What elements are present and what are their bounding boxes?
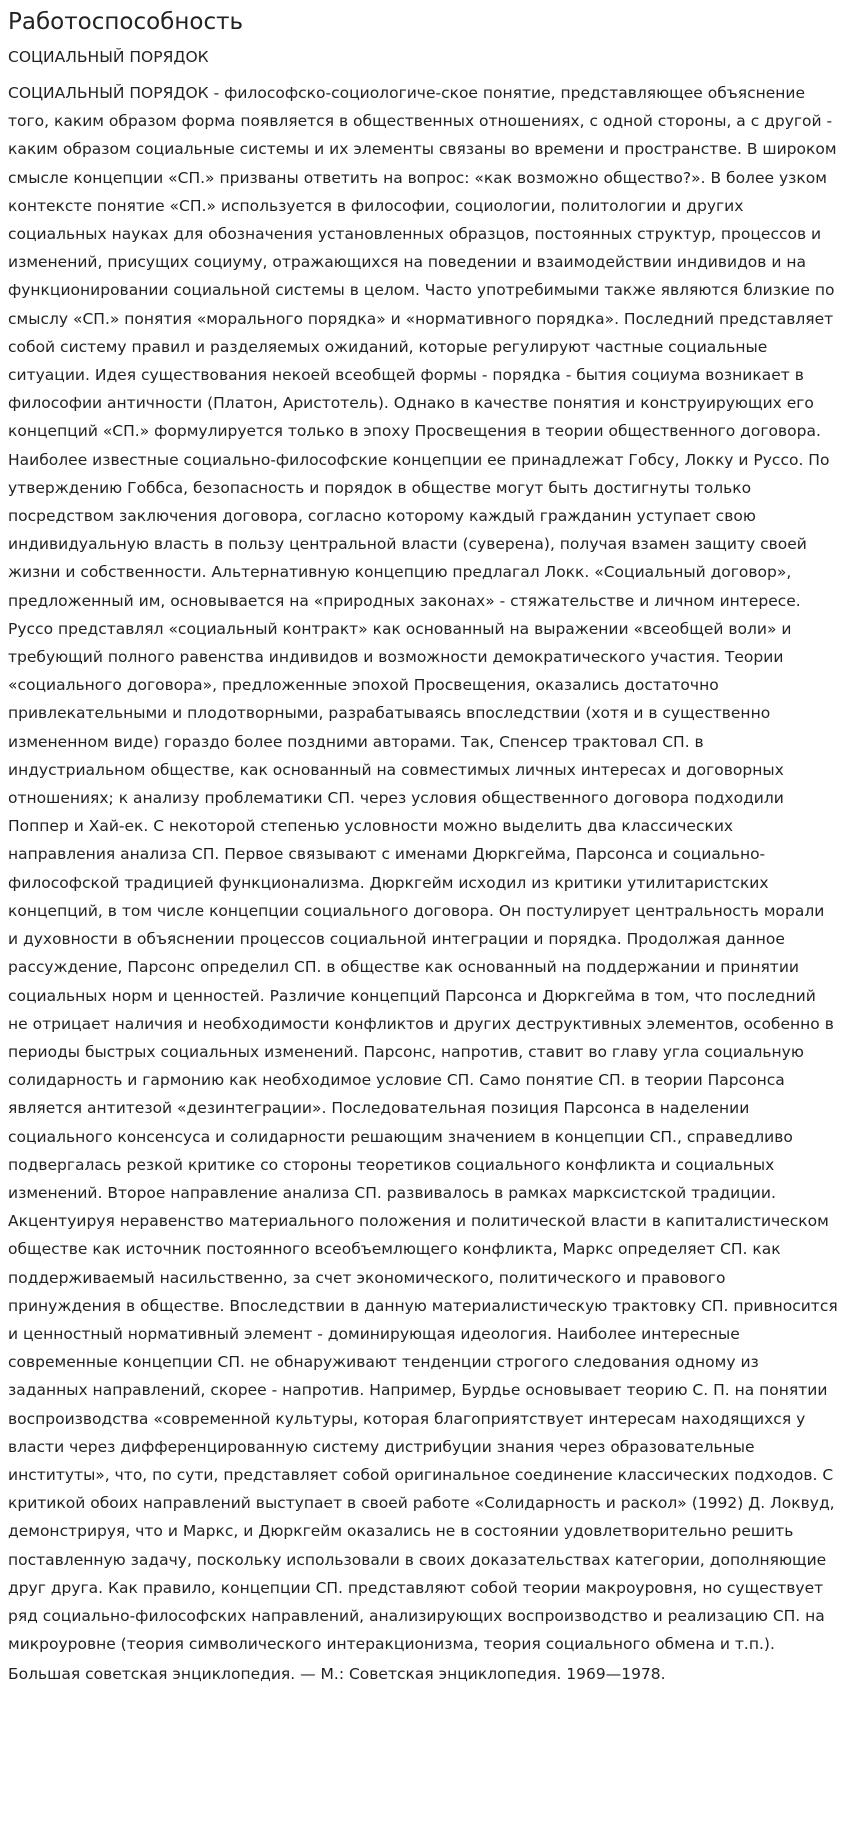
article-source: Большая советская энциклопедия. — М.: Советская энциклопедия. 1969—1978. xyxy=(8,1665,666,1684)
article xyxy=(8,46,839,1686)
article-body: СОЦИАЛЬНЫЙ ПОРЯДОК - философско-социологиче-ское понятие, представляющее объяснение того, каким образом форма появляется в общественных отношениях, с одной стороны, а с другой - каким образом социальные системы и их элементы связаны во времени и пространстве. В широком смысле концепции «СП.» призваны ответить на вопрос: «как возможно общество?». В более узком контексте понятие «СП.» используется в философии, социологии, политологии и других социальных науках для обозначения установленных образцов, постоянных структур, процессов и изменений, присущих социуму, отражающихся на поведении и взаимодействии индивидов и на функционировании социальной системы в целом. Часто употребимыми также являются близкие по смыслу «СП.» понятия «морального порядка» и «нормативного порядка». Последний представляет собой систему правил и разделяемых ожиданий, которые регулируют частные социальные ситуации. Идея существования некоей всеобщей формы - порядка - бытия социума возникает в философии античности (Платон, Аристотель). Однако в качестве понятия и конструирующих его концепций «СП.» формулируется только в эпоху Просвещения в теории общественного договора. Наиболее известные социально-философские концепции ее принадлежат Гобсу, Локку и Руссо. По утверждению Гоббса, безопасность и порядок в обществе могут быть достигнуты только посредством заключения договора, согласно которому каждый гражданин уступает свою индивидуальную власть в пользу центральной власти (суверена), получая взамен защиту своей жизни и собственности. Альтернативную концепцию предлагал Локк. «Социальный договор», предложенный им, основывается на «природных законах» - стяжательстве и личном интересе. Руссо представлял «социальный контракт» как основанный на выражении «всеобщей воли» и требующий полного равенства индивидов и возможности демократического участия. Теории «социального договора», предложенные эпохой Просвещения, оказались достаточно привлекательными и плодотворными, разрабатываясь впоследствии (хотя и в существенно измененном виде) гораздо более поздними авторами. Так, Спенсер трактовал СП. в индустриальном обществе, как основанный на совместимых личных интересах и договорных отношениях; к анализу проблематики СП. через условия общественного договора подходили Поппер и Хай-ек. С некоторой степенью условности можно выделить два классических направления анализа СП. Первое связывают с именами Дюркгейма, Парсонса и социально-философской традицией функционализма. Дюркгейм исходил из критики утилитаристских концепций, в том числе концепции социального договора. Он постулирует центральность морали и духовности в объяснении процессов социальной интеграции и порядка. Продолжая данное рассуждение, Парсонс определил СП. в обществе как основанный на поддержании и принятии социальных норм и ценностей. Различие концепций Парсонса и Дюркгейма в том, что последний не отрицает наличия и необходимости конфликтов и других деструктивных элементов, особенно в периоды быстрых социальных изменений. Парсонс, напротив, ставит во главу угла социальную солидарность и гармонию как необходимое условие СП. Само понятие СП. в теории Парсонса является антитезой «дезинтеграции». Последовательная позиция Парсонса в наделении социального консенсуса и солидарности решающим значением в концепции СП., справедливо подвергалась резкой критике со стороны теоретиков социального конфликта и социальных изменений. Второе направление анализа СП. развивалось в рамках марксистской традиции. Акцентуируя неравенство материального положения и политической власти в капиталистическом обществе как источник постоянного всеобъемлющего конфликта, Маркс определяет СП. как поддерживаемый насильственно, за счет экономического, политического и правового принуждения в обществе. Впоследствии в данную материалистическую трактовку СП. привносится и ценностный нормативный элемент - доминирующая идеология. Наиболее интересные современные концепции СП. не обнаруживают тенденции строгого следования одному из заданных направлений, скорее - напротив. Например, Бурдье основывает теорию С. П. на понятии воспроизводства «современной культуры, которая благоприятствует интересам находящихся у власти через дифференцированную систему дистрибуции знания через образовательные институты», что, по сути, представляет собой оригинальное соединение классических подходов. С критикой обоих направлений выступает в своей работе «Солидарность и раскол» (1992) Д. Локвуд, демонстрируя, что и Маркс, и Дюркгейм оказались не в состоянии удовлетворительно решить поставленную задачу, поскольку использовали в своих доказательствах категории, дополняющие друг друга. Как правило, концепции СП. представляют собой теории макроуровня, но существует ряд социально-философских направлений, анализирующих воспроизводство и реализацию СП. на микроуровне (теория символического интеракционизма, теория социального обмена и т.п.). xyxy=(8,84,838,1654)
article-subtitle: СОЦИАЛЬНЫЙ ПОРЯДОК xyxy=(8,48,209,66)
site-title: Работоспособность xyxy=(8,9,244,35)
